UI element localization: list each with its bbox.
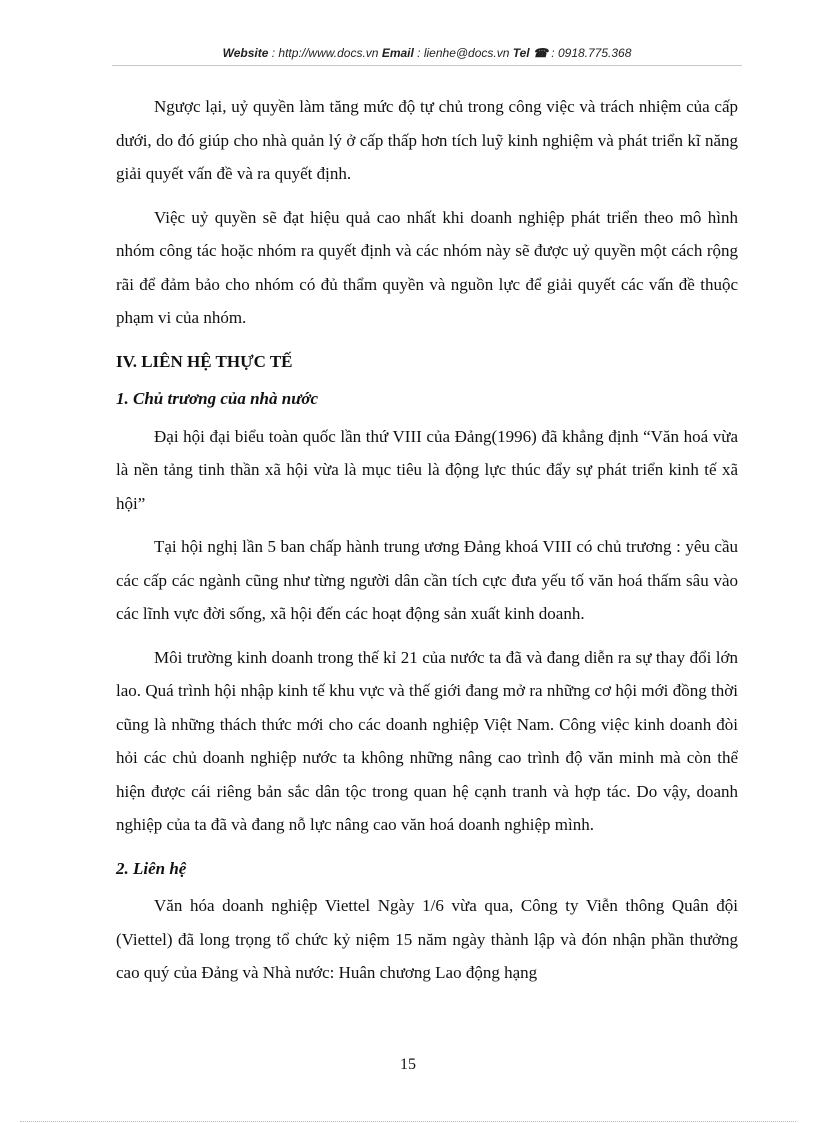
page-number: 15 <box>400 1056 416 1073</box>
email-label: Email <box>381 46 414 60</box>
header-divider <box>112 65 742 66</box>
phone-icon: ☎ <box>533 46 548 60</box>
page-header <box>112 46 742 60</box>
paragraph-viettel: Văn hóa doanh nghiệp Viettel Ngày 1/6 vừa qua, Công ty Viễn thông Quân đội (Viettel) đã long trọng tổ chức kỷ niệm 15 năm ngày thành lập và đón nhận phần thưởng cao quý của Đảng và Nhà nước: Huân chương Lao động hạng <box>116 896 738 982</box>
email-value: : lienhe@docs.vn <box>417 46 510 60</box>
website-label: Website <box>222 46 269 60</box>
section-heading: IV. LIÊN HỆ THỰC TẾ <box>116 351 293 371</box>
paragraph-delegation-effectiveness: Việc uỷ quyền sẽ đạt hiệu quả cao nhất khi doanh nghiệp phát triển theo mô hình nhóm công tác hoặc nhóm ra quyết định và các nhóm này sẽ được uỷ quyền một cách rộng rãi để đảm bảo cho nhóm có đủ thẩm quyền và nguồn lực để giải quyết các vấn đề thuộc phạm vi của nhóm. <box>116 207 738 327</box>
tel-label: Tel <box>512 46 530 60</box>
page-bottom-border <box>20 1121 796 1122</box>
tel-value: : 0918.775.368 <box>551 46 632 60</box>
paragraph-business-environment: Môi trường kinh doanh trong thế kỉ 21 của nước ta đã và đang diễn ra sự thay đổi lớn lao. Quá trình hội nhập kinh tế khu vực và thế giới đang mở ra những cơ hội mới đồng thời cũng là những thách thức mới cho các doanh nghiệp Việt Nam. Công việc kinh doanh đòi hỏi các chủ doanh nghiệp nước ta không những nâng cao trình độ văn minh mà còn thể hiện được cái riêng bản sắc dân tộc trong quan hệ cạnh tranh và hợp tác. Do vậy, doanh nghiệp của ta đã và đang nỗ lực nâng cao văn hoá doanh nghiệp mình. <box>116 647 738 834</box>
paragraph-conference: Tại hội nghị lần 5 ban chấp hành trung ương Đảng khoá VIII có chủ trương : yêu cầu các cấp các ngành cũng như từng người dân cần tích cực đưa yếu tố văn hoá thấm sâu vào các lĩnh vực đời sống, xã hội đến các hoạt động sản xuất kinh doanh. <box>116 537 738 623</box>
subsection-heading-relation: 2. Liên hệ <box>116 858 187 878</box>
subsection-heading-policy: 1. Chủ trương của nhà nước <box>116 389 319 408</box>
document-body <box>116 90 738 1000</box>
website-value: : http://www.docs.vn <box>271 46 379 60</box>
paragraph-delegation-benefits: Ngược lại, uỷ quyền làm tăng mức độ tự chủ trong công việc và trách nhiệm của cấp dưới, do đó giúp cho nhà quản lý ở cấp thấp hơn tích luỹ kinh nghiệm và phát triển kĩ năng giải quyết vấn đề và ra quyết định. <box>116 97 738 183</box>
paragraph-congress: Đại hội đại biểu toàn quốc lần thứ VIII của Đảng(1996) đã khẳng định “Văn hoá vừa là nền tảng tinh thần xã hội vừa là mục tiêu là động lực thúc đẩy sự phát triển kinh tế xã hội” <box>116 426 738 513</box>
